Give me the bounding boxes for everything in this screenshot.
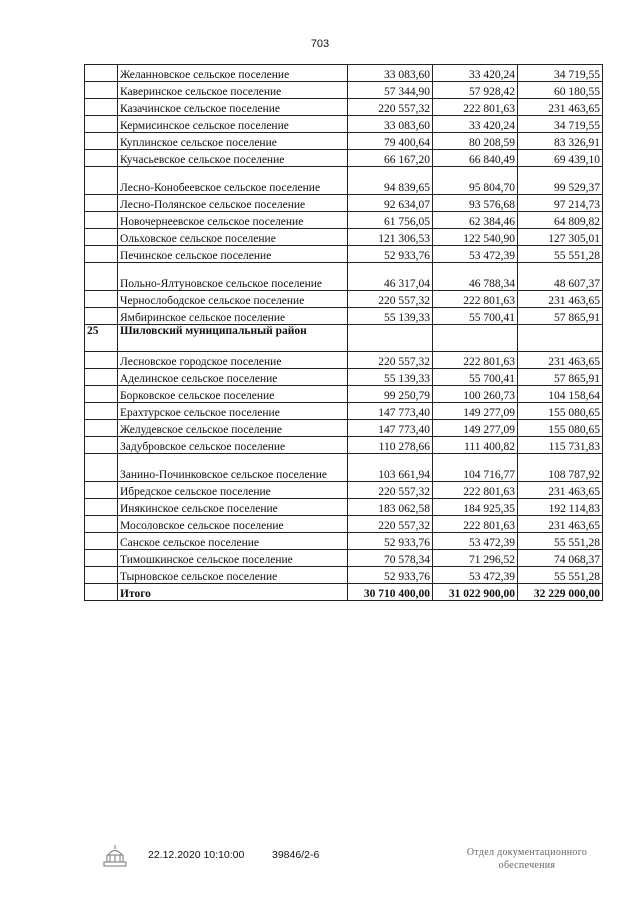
table-row [85, 167, 603, 195]
value-cell-year1: 99 250,79 [348, 386, 433, 403]
value-cell-year1 [348, 325, 433, 352]
value-cell-year1: 92 634,07 [348, 195, 433, 212]
value-cell-year2: 53 472,39 [433, 567, 518, 584]
district-row [85, 325, 603, 352]
value-cell-year1: 46 317,04 [348, 263, 433, 291]
value-cell-year3: 74 068,37 [518, 550, 603, 567]
row-number-cell [85, 584, 118, 601]
value-cell-year1: 79 400,64 [348, 133, 433, 150]
value-cell-year2: 222 801,63 [433, 516, 518, 533]
table-row [85, 369, 603, 386]
row-number-cell [85, 116, 118, 133]
table-row [85, 386, 603, 403]
table-row [85, 308, 603, 325]
settlement-name-cell: Задубровское сельское поселение [118, 437, 348, 454]
settlement-name-cell: Желудевское сельское поселение [118, 420, 348, 437]
row-number-cell [85, 65, 118, 82]
value-cell-year3: 57 865,91 [518, 369, 603, 386]
settlement-name-cell: Лесновское городское поселение [118, 352, 348, 369]
table-row [85, 550, 603, 567]
value-cell-year3: 32 229 000,00 [518, 584, 603, 601]
row-number-cell [85, 533, 118, 550]
value-cell-year1: 30 710 400,00 [348, 584, 433, 601]
settlement-name-cell: Лесно-Полянское сельское поселение [118, 195, 348, 212]
row-number-cell [85, 150, 118, 167]
value-cell-year3: 48 607,37 [518, 263, 603, 291]
table-row [85, 246, 603, 263]
value-cell-year3: 231 463,65 [518, 482, 603, 499]
settlement-name-cell: Чернослободское сельское поселение [118, 291, 348, 308]
settlement-name-cell: Каверинское сельское поселение [118, 82, 348, 99]
row-number-cell [85, 212, 118, 229]
value-cell-year1: 110 278,66 [348, 437, 433, 454]
row-number-cell [85, 167, 118, 195]
table-row [85, 352, 603, 369]
value-cell-year3: 115 731,83 [518, 437, 603, 454]
value-cell-year1: 103 661,94 [348, 454, 433, 482]
table-row [85, 99, 603, 116]
value-cell-year3: 155 080,65 [518, 403, 603, 420]
settlement-name-cell: Ибредское сельское поселение [118, 482, 348, 499]
row-number-cell [85, 291, 118, 308]
value-cell-year1: 121 306,53 [348, 229, 433, 246]
value-cell-year3: 97 214,73 [518, 195, 603, 212]
value-cell-year2: 71 296,52 [433, 550, 518, 567]
value-cell-year2: 93 576,68 [433, 195, 518, 212]
value-cell-year2: 100 260,73 [433, 386, 518, 403]
value-cell-year3: 57 865,91 [518, 308, 603, 325]
row-number-cell [85, 403, 118, 420]
row-number-cell [85, 99, 118, 116]
value-cell-year1: 33 083,60 [348, 116, 433, 133]
table-row [85, 195, 603, 212]
table-row [85, 291, 603, 308]
row-number-cell [85, 263, 118, 291]
row-number-cell [85, 550, 118, 567]
table-row [85, 65, 603, 82]
value-cell-year2: 122 540,90 [433, 229, 518, 246]
value-cell-year2: 55 700,41 [433, 369, 518, 386]
settlement-name-cell: Тырновское сельское поселение [118, 567, 348, 584]
value-cell-year3: 34 719,55 [518, 116, 603, 133]
row-number-cell [85, 369, 118, 386]
value-cell-year3: 99 529,37 [518, 167, 603, 195]
settlement-name-cell: Желанновское сельское поселение [118, 65, 348, 82]
value-cell-year3: 104 158,64 [518, 386, 603, 403]
settlement-name-cell: Польно-Ялтуновское сельское поселение [118, 263, 348, 291]
value-cell-year3: 55 551,28 [518, 246, 603, 263]
value-cell-year2: 95 804,70 [433, 167, 518, 195]
footer-doc-code: 39846/2-6 [272, 849, 320, 861]
value-cell-year2: 53 472,39 [433, 533, 518, 550]
value-cell-year2: 149 277,09 [433, 420, 518, 437]
value-cell-year1: 52 933,76 [348, 533, 433, 550]
settlement-name-cell: Печинское сельское поселение [118, 246, 348, 263]
value-cell-year2: 33 420,24 [433, 65, 518, 82]
value-cell-year1: 66 167,20 [348, 150, 433, 167]
budget-table [84, 64, 603, 601]
value-cell-year2: 184 925,35 [433, 499, 518, 516]
row-number-cell [85, 454, 118, 482]
row-number-cell [85, 386, 118, 403]
settlement-name-cell: Кермисинское сельское поселение [118, 116, 348, 133]
value-cell-year3: 34 719,55 [518, 65, 603, 82]
value-cell-year3: 83 326,91 [518, 133, 603, 150]
value-cell-year2: 222 801,63 [433, 352, 518, 369]
row-number-cell [85, 499, 118, 516]
value-cell-year1: 220 557,32 [348, 482, 433, 499]
value-cell-year1: 55 139,33 [348, 308, 433, 325]
table-row [85, 567, 603, 584]
value-cell-year3: 64 809,82 [518, 212, 603, 229]
settlement-name-cell: Казачинское сельское поселение [118, 99, 348, 116]
row-number-cell [85, 352, 118, 369]
value-cell-year2: 46 788,34 [433, 263, 518, 291]
table-row [85, 499, 603, 516]
table-row [85, 116, 603, 133]
value-cell-year3: 192 114,83 [518, 499, 603, 516]
settlement-name-cell: Ямбиринское сельское поселение [118, 308, 348, 325]
value-cell-year2: 149 277,09 [433, 403, 518, 420]
settlement-name-cell: Ерахтурское сельское поселение [118, 403, 348, 420]
value-cell-year1: 55 139,33 [348, 369, 433, 386]
value-cell-year2: 222 801,63 [433, 482, 518, 499]
footer-department-stamp [452, 846, 602, 872]
settlement-name-cell: Итого [118, 584, 348, 601]
table-row [85, 533, 603, 550]
table-row [85, 403, 603, 420]
settlement-name-cell: Новочернеевское сельское поселение [118, 212, 348, 229]
government-emblem-icon [100, 843, 130, 869]
value-cell-year1: 61 756,05 [348, 212, 433, 229]
value-cell-year1: 147 773,40 [348, 420, 433, 437]
settlement-name-cell: Ольховское сельское поселение [118, 229, 348, 246]
value-cell-year1: 220 557,32 [348, 99, 433, 116]
settlement-name-cell: Шиловский муниципальный район [118, 325, 348, 352]
value-cell-year1: 33 083,60 [348, 65, 433, 82]
value-cell-year3: 108 787,92 [518, 454, 603, 482]
settlement-name-cell: Мосоловское сельское поселение [118, 516, 348, 533]
value-cell-year2: 62 384,46 [433, 212, 518, 229]
value-cell-year3: 231 463,65 [518, 291, 603, 308]
row-number-cell [85, 133, 118, 150]
footer-department-line1: Отдел документационного [466, 847, 588, 858]
value-cell-year1: 220 557,32 [348, 291, 433, 308]
table-row [85, 420, 603, 437]
value-cell-year3: 231 463,65 [518, 516, 603, 533]
value-cell-year1: 52 933,76 [348, 567, 433, 584]
row-number-cell [85, 82, 118, 99]
value-cell-year2: 222 801,63 [433, 291, 518, 308]
settlement-name-cell: Куплинское сельское поселение [118, 133, 348, 150]
value-cell-year2: 31 022 900,00 [433, 584, 518, 601]
row-number-cell [85, 437, 118, 454]
value-cell-year3 [518, 325, 603, 352]
row-number-cell [85, 420, 118, 437]
value-cell-year2: 55 700,41 [433, 308, 518, 325]
row-number-cell [85, 229, 118, 246]
total-row [85, 584, 603, 601]
value-cell-year2: 111 400,82 [433, 437, 518, 454]
value-cell-year2: 80 208,59 [433, 133, 518, 150]
settlement-name-cell: Лесно-Конобеевское сельское поселение [118, 167, 348, 195]
value-cell-year3: 127 305,01 [518, 229, 603, 246]
footer-datetime: 22.12.2020 10:10:00 [148, 849, 245, 861]
settlement-name-cell: Санское сельское поселение [118, 533, 348, 550]
value-cell-year3: 69 439,10 [518, 150, 603, 167]
row-number-cell [85, 246, 118, 263]
footer-department-line2: обеспечения [498, 860, 556, 871]
value-cell-year1: 70 578,34 [348, 550, 433, 567]
value-cell-year2: 222 801,63 [433, 99, 518, 116]
value-cell-year2 [433, 325, 518, 352]
value-cell-year3: 55 551,28 [518, 533, 603, 550]
table-row [85, 229, 603, 246]
value-cell-year2: 53 472,39 [433, 246, 518, 263]
settlement-name-cell: Кучасьевское сельское поселение [118, 150, 348, 167]
value-cell-year2: 66 840,49 [433, 150, 518, 167]
table-row [85, 516, 603, 533]
value-cell-year3: 231 463,65 [518, 352, 603, 369]
row-number-cell [85, 482, 118, 499]
value-cell-year1: 52 933,76 [348, 246, 433, 263]
budget-table-body [85, 65, 603, 601]
table-row [85, 482, 603, 499]
table-row [85, 150, 603, 167]
row-number-cell: 25 [85, 325, 118, 352]
settlement-name-cell: Инякинское сельское поселение [118, 499, 348, 516]
value-cell-year3: 155 080,65 [518, 420, 603, 437]
settlement-name-cell: Борковское сельское поселение [118, 386, 348, 403]
value-cell-year1: 94 839,65 [348, 167, 433, 195]
settlement-name-cell: Занино-Починковское сельское поселение [118, 454, 348, 482]
value-cell-year3: 55 551,28 [518, 567, 603, 584]
row-number-cell [85, 516, 118, 533]
value-cell-year1: 220 557,32 [348, 516, 433, 533]
table-row [85, 212, 603, 229]
settlement-name-cell: Аделинское сельское поселение [118, 369, 348, 386]
value-cell-year2: 33 420,24 [433, 116, 518, 133]
value-cell-year3: 60 180,55 [518, 82, 603, 99]
value-cell-year2: 57 928,42 [433, 82, 518, 99]
table-row [85, 133, 603, 150]
value-cell-year1: 147 773,40 [348, 403, 433, 420]
value-cell-year1: 57 344,90 [348, 82, 433, 99]
value-cell-year1: 183 062,58 [348, 499, 433, 516]
value-cell-year2: 104 716,77 [433, 454, 518, 482]
table-row [85, 454, 603, 482]
table-row [85, 263, 603, 291]
row-number-cell [85, 195, 118, 212]
value-cell-year3: 231 463,65 [518, 99, 603, 116]
table-row [85, 82, 603, 99]
settlement-name-cell: Тимошкинское сельское поселение [118, 550, 348, 567]
row-number-cell [85, 567, 118, 584]
value-cell-year1: 220 557,32 [348, 352, 433, 369]
row-number-cell [85, 308, 118, 325]
table-row [85, 437, 603, 454]
page-number: 703 [310, 38, 330, 50]
